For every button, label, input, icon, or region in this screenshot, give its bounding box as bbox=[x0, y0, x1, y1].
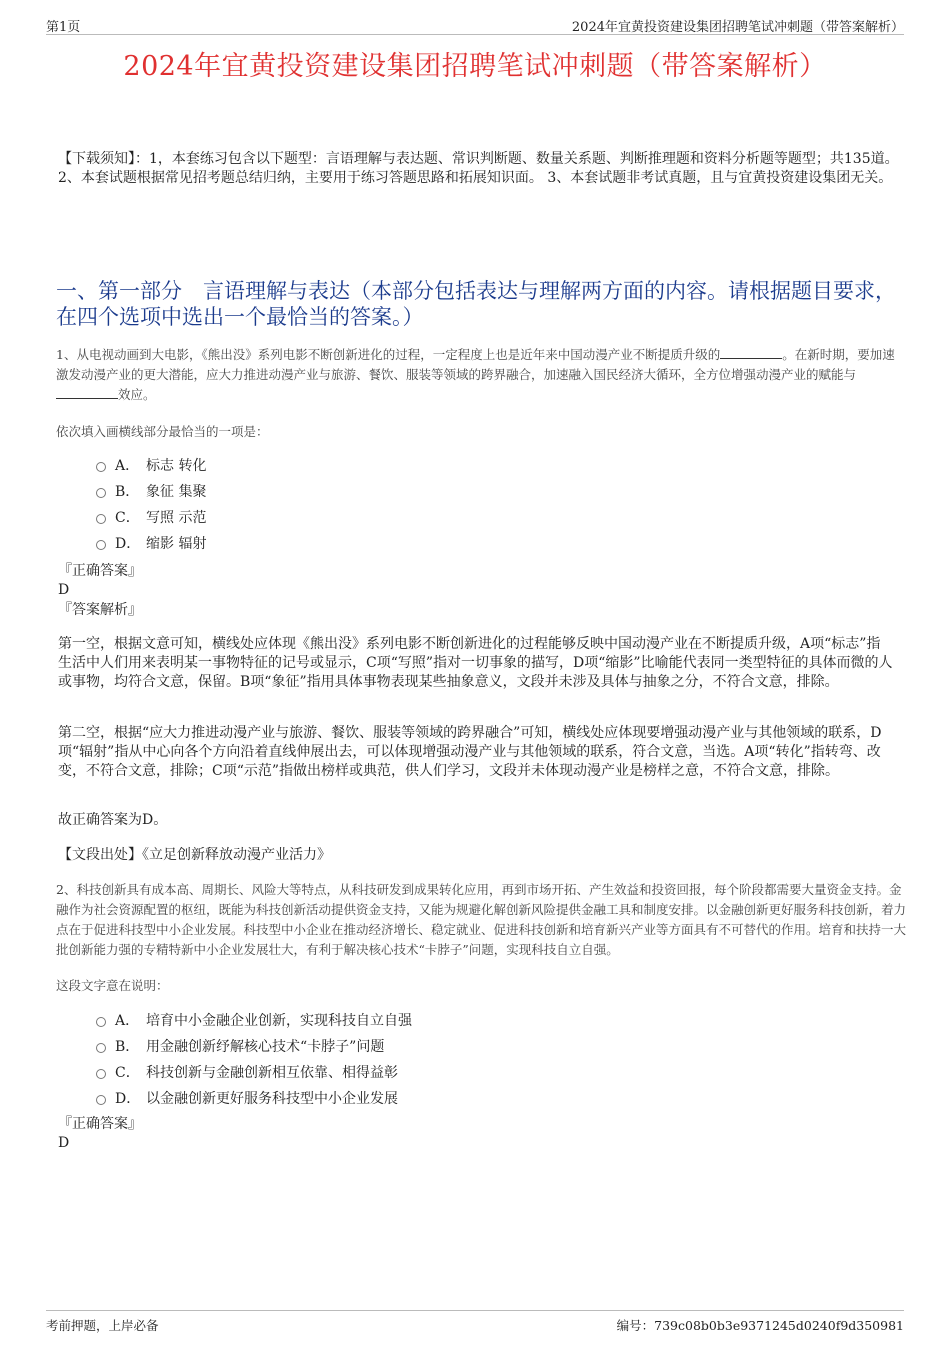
option-text: 以金融创新更好服务科技型中小企业发展 bbox=[146, 1091, 398, 1107]
question-2-stem: 2、科技创新具有成本高、周期长、风险大等特点，从科技研发到成果转化应用，再到市场开拓、产生效益和投资回报，每个阶段都需要大量资金支持。金融作为社会资源配置的枢纽，既能为科技创新活动提供资金支持，又能为规避化解创新风险提供金融工具和制度安排。以金融创新更好服务科技创新，着力点在于促进科技型中小企业发展。科技型中小企业在推动经济增长、稳定就业、促进科技创新和培育新兴产业等方面具有不可替代的作用。培育和扶持一大批创新能力强的专精特新中小企业发展壮大，有利于解决核心技术“卡脖子”问题，实现科技自立自强。 bbox=[56, 882, 907, 957]
radio-icon[interactable] bbox=[96, 514, 106, 524]
page-footer bbox=[46, 1310, 904, 1335]
radio-icon[interactable] bbox=[96, 1017, 106, 1027]
option-label: D． bbox=[115, 536, 141, 552]
q2-answer: D bbox=[58, 1135, 70, 1151]
q2-option-d[interactable] bbox=[96, 1085, 412, 1111]
q1-analysis-paragraph-1: 第一空，根据文意可知，横线处应体现《熊出没》系列电影不断创新进化的过程能够反映中国动漫产业在不断提质升级，A项“标志”指生活中人们用来表明某一事物特征的记号或显示，C项“写照”指对一切事象的描写，D项“缩影”比喻能代表同一类型特征的具体而微的人或事物，均符合文意，保留。B项“象征”指用具体事物表现某些抽象意义，文段并未涉及具体与抽象之分，不符合文意，排除。 bbox=[58, 636, 893, 690]
q1-analysis-paragraph-2: 第二空，根据“应大力推进动漫产业与旅游、餐饮、服装等领域的跨界融合”可知，横线处应体现要增强动漫产业与其他领域的联系，D项“辐射”指从中心向各个方向沿着直线伸展出去，可以体现增强动漫产业与其他领域的联系，符合文意，当选。A项“转化”指转弯、改变，不符合文意，排除；C项“示范”指做出榜样或典范，供人们学习，文段并未体现动漫产业是榜样之意，不符合文意，排除。 bbox=[58, 725, 882, 779]
option-text: 用金融创新纾解核心技术“卡脖子”问题 bbox=[146, 1039, 385, 1055]
option-label: A． bbox=[115, 458, 140, 474]
option-label: C． bbox=[115, 1065, 140, 1081]
q1-answer: D bbox=[58, 582, 70, 598]
q1-text-part-b: 。在新时期，要加速激发动漫产业的更大潜能，应大力推进动漫产业与旅游、餐饮、服装等领域的跨界融合，加速融入国民经济大循环，全方位增强动漫产业的赋能与 bbox=[56, 347, 895, 382]
option-text: 缩影 辐射 bbox=[146, 536, 207, 552]
section-heading: 一、第一部分 言语理解与表达（本部分包括表达与理解两方面的内容。请根据题目要求，在四个选项中选出一个最恰当的答案。） bbox=[56, 279, 896, 329]
header-doc-title: 2024年宜黄投资建设集团招聘笔试冲刺题（带答案解析） bbox=[571, 20, 904, 35]
download-notice: 【下载须知】：1，本套练习包含以下题型：言语理解与表达题、常识判断题、数量关系题、判断推理题和资料分析题等题型；共135道。 2、本套试题根据常见招考题总结归纳，主要用于练习答题思路和拓展知识面。 3、本套试题非考试真题，且与宜黄投资建设集团无关。 bbox=[58, 151, 899, 186]
radio-icon[interactable] bbox=[96, 1043, 106, 1053]
q1-option-b[interactable] bbox=[96, 478, 206, 504]
q1-analysis-label: 『答案解析』 bbox=[58, 602, 142, 618]
q1-option-d[interactable] bbox=[96, 530, 206, 556]
q1-blank-2 bbox=[56, 386, 118, 399]
option-label: A． bbox=[115, 1013, 140, 1029]
option-text: 象征 集聚 bbox=[146, 484, 207, 500]
radio-icon[interactable] bbox=[96, 1095, 106, 1105]
q2-option-a[interactable] bbox=[96, 1007, 412, 1033]
footer-slogan: 考前押题，上岸必备 bbox=[46, 1318, 159, 1333]
option-text: 培育中小金融企业创新，实现科技自立自强 bbox=[146, 1013, 412, 1029]
radio-icon[interactable] bbox=[96, 488, 106, 498]
question-2-options bbox=[96, 1007, 412, 1111]
option-label: B． bbox=[115, 1039, 140, 1055]
q2-option-b[interactable] bbox=[96, 1033, 412, 1059]
option-label: B． bbox=[115, 484, 140, 500]
q1-answer-label: 『正确答案』 bbox=[58, 563, 142, 579]
q1-conclusion: 故正确答案为D。 bbox=[58, 812, 168, 828]
radio-icon[interactable] bbox=[96, 540, 106, 550]
q1-option-a[interactable] bbox=[96, 452, 206, 478]
footer-code: 编号：739c08b0b3e9371245d0240f9d350981 bbox=[616, 1318, 904, 1333]
option-label: C． bbox=[115, 510, 140, 526]
q1-option-c[interactable] bbox=[96, 504, 206, 530]
option-label: D． bbox=[115, 1091, 141, 1107]
q2-option-c[interactable] bbox=[96, 1059, 412, 1085]
question-1-stem bbox=[56, 345, 906, 405]
question-2-prompt: 这段文字意在说明： bbox=[56, 978, 169, 993]
q1-text-part-a: 1、从电视动画到大电影，《熊出没》系列电影不断创新进化的过程，一定程度上也是近年来中国动漫产业不断提质升级的 bbox=[56, 347, 721, 362]
radio-icon[interactable] bbox=[96, 462, 106, 472]
q1-source: 【文段出处】《立足创新释放动漫产业活力》 bbox=[58, 847, 331, 863]
q1-blank-1 bbox=[720, 346, 782, 359]
page-header bbox=[46, 14, 904, 35]
question-1-prompt: 依次填入画横线部分最恰当的一项是： bbox=[56, 424, 269, 439]
radio-icon[interactable] bbox=[96, 1069, 106, 1079]
option-text: 标志 转化 bbox=[146, 458, 207, 474]
option-text: 科技创新与金融创新相互依靠、相得益彰 bbox=[146, 1065, 398, 1081]
question-1-options bbox=[96, 452, 206, 556]
page-title: 2024年宜黄投资建设集团招聘笔试冲刺题（带答案解析） bbox=[123, 51, 827, 82]
page-number: 第1页 bbox=[46, 20, 81, 35]
q1-text-part-c: 效应。 bbox=[118, 387, 156, 402]
q2-answer-label: 『正确答案』 bbox=[58, 1116, 142, 1132]
option-text: 写照 示范 bbox=[146, 510, 207, 526]
